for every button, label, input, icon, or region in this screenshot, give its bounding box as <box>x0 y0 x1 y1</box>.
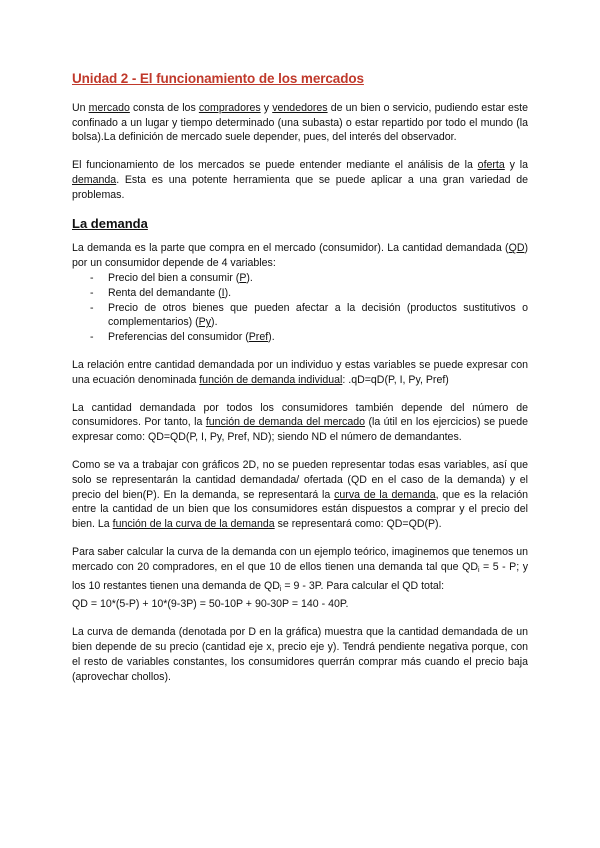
list-item: - Renta del demandante (I). <box>90 286 232 299</box>
market-analysis-paragraph: El funcionamiento de los mercados se puede entender mediante el análisis de la oferta y la demanda. Esta es una potente herramienta que se puede aplicar a una gran variedad de problemas. <box>72 159 528 201</box>
example-paragraph: Para saber calcular la curva de la demanda con un ejemplo teórico, imaginemos que tenemos un mercado con 20 compradores, en el que 10 de ellos tienen una demanda tal que $QD_i = 5 - P$; y los 10 restantes tienen una demanda de $QD_i = 9 - 3P$. Para calcular el QD total: QD = 10*(5-P) + 10*(9-3P) = 50-10P + 90-30P = 140 - 40P. <box>72 545 528 611</box>
document-page <box>72 72 528 697</box>
example-formula: QD = 10*(5-P) + 10*(9-3P) = 50-10P + 90-30P = 140 - 40P. <box>72 598 349 611</box>
individual-demand-paragraph: La relación entre cantidad demandada por un individuo y estas variables se puede expresar con una ecuación denominada función de demanda individual: .qD=qD(P, I, Py, Pref) <box>72 358 528 386</box>
term-compradores: compradores <box>198 101 261 114</box>
term-curva-demanda: curva de la demanda <box>334 488 436 501</box>
term-funcion-curva-demanda: función de la curva de la demanda <box>112 518 275 531</box>
term-vendedores: vendedores <box>272 101 328 114</box>
page-title: Unidad 2 - El funcionamiento de los mercados <box>72 71 364 86</box>
term-funcion-demanda-mercado: función de demanda del mercado <box>205 416 366 429</box>
list-item: - Precio del bien a consumir (P). <box>90 271 253 284</box>
list-item: - Preferencias del consumidor (Pref). <box>90 331 275 344</box>
list-item: - Precio de otros bienes que pueden afectar a la decisión (productos sustitutivos o complementarios) (Py). <box>90 301 528 329</box>
variables-list <box>72 271 528 345</box>
demand-slope-paragraph: La curva de demanda (denotada por D en la gráfica) muestra que la cantidad demandada de un bien depende de su precio (cantidad eje x, precio eje y). Tendrá pendiente negativa porque, con el resto de variables constantes, los consumidores querrán comprar más cuando el precio baja (aprovechar chollos). <box>72 626 528 683</box>
term-demanda: demanda <box>72 173 117 186</box>
term-mercado: mercado <box>88 101 130 114</box>
intro-paragraph: Un mercado consta de los compradores y vendedores de un bien o servicio, pudiendo estar este confinado a un lugar y tiempo determinado (una subasta) o estar repartido por todo el mundo (la bolsa).La definición de mercado suele depender, pues, del interés del observador. <box>72 101 528 144</box>
demand-definition-paragraph: La demanda es la parte que compra en el mercado (consumidor). La cantidad demandada (QD) por un consumidor depende de 4 variables: <box>72 242 528 270</box>
section-heading-demanda: La demanda <box>72 215 148 231</box>
demand-curve-paragraph: Como se va a trabajar con gráficos 2D, no se pueden representar todas esas variables, así que solo se representarán la cantidad demandada/ ofertada (QD en el caso de la demanda) y el precio del bien(P). En la demanda, se representará la curva de la demanda, que es la relación entre la cantidad de un bien que los consumidores están dispuestos a comprar y el precio del bien. La función de la curva de la demanda se representará como: QD=QD(P). <box>72 458 528 531</box>
market-demand-paragraph: La cantidad demandada por todos los consumidores también depende del número de consumidores. Por tanto, la función de demanda del mercado (la útil en los ejercicios) se puede expresar como: QD=QD(P, I, Py, Pref, ND); siendo ND el número de demandantes. <box>72 401 528 444</box>
term-qd: QD <box>508 242 525 255</box>
term-funcion-demanda-individual: función de demanda individual <box>199 373 343 386</box>
term-oferta: oferta <box>477 159 505 172</box>
